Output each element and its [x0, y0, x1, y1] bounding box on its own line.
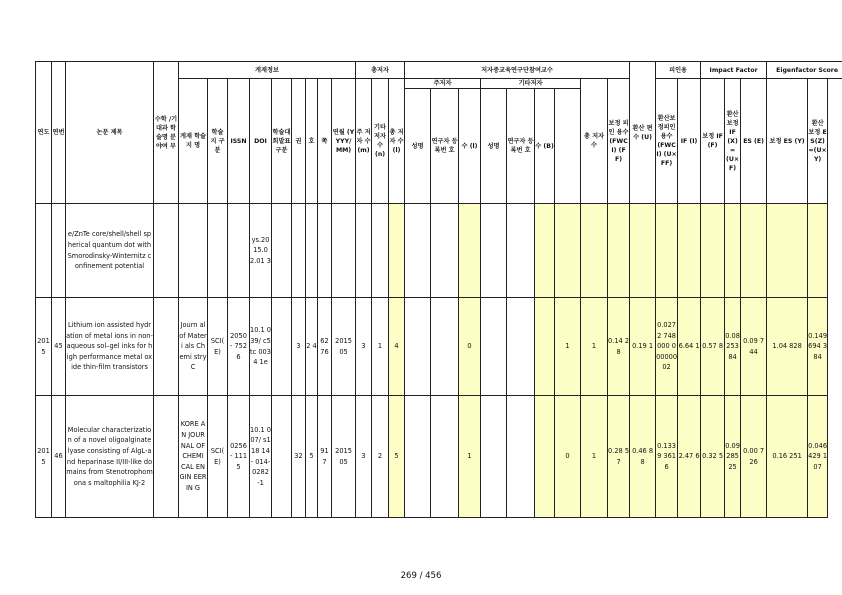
col-main-reg-header: 연구자 등록번 호	[431, 89, 459, 204]
cell-es-adj: 1.04 828	[767, 298, 808, 396]
group-citation-header: 피인용	[656, 62, 701, 79]
col-all-author-count-header: 총 저자 수	[581, 79, 608, 204]
col-if-header: IF (I)	[678, 79, 701, 204]
cell-total-author-count	[389, 204, 405, 298]
cell-title: e/ZnTe core/shell/shell spherical quantum dot with Smorodinsky-Winternitz confinement potential	[66, 204, 154, 298]
cell-page: 91 7	[318, 396, 332, 518]
cell-es-conv: 0.149694 384	[808, 298, 828, 396]
cell-if-conv: 0.09285 25	[725, 396, 741, 518]
col-volume-header: 권	[292, 79, 306, 204]
journal-publication-table	[35, 61, 842, 518]
cell-page: 62 76	[318, 298, 332, 396]
cell-fwci-conv: 0.0272 748000 000000 02	[656, 298, 678, 396]
cell-main-name	[405, 298, 431, 396]
cell-if-conv: 0.08253 84	[725, 298, 741, 396]
col-other-name-header: 성명	[481, 89, 507, 204]
cell-conversion	[608, 204, 630, 298]
cell-volume	[292, 204, 306, 298]
cell-if: 2.47 6	[678, 396, 701, 518]
cell-main-cnt: 0	[459, 298, 481, 396]
col-es-conv-header: 환산 보정 ES(Z) =(U×Y)	[808, 79, 828, 204]
cell-main-name	[405, 204, 431, 298]
col-main-cnt-header: 수 (l)	[459, 89, 481, 204]
cell-date: 2015 05	[332, 396, 356, 518]
cell-main-reg	[431, 204, 459, 298]
cell-if-conv	[725, 204, 741, 298]
col-page-header: 쪽	[318, 79, 332, 204]
cell-other-blank	[555, 204, 581, 298]
cell-fwci	[630, 204, 656, 298]
cell-all-author-count: 1	[581, 396, 608, 518]
cell-main-cnt	[459, 204, 481, 298]
cell-journal: KORE AN JOUR NAL OF CHEMI CAL ENGIN EERIN G	[179, 396, 208, 518]
group-publication-header: 게재정보	[179, 62, 356, 79]
col-other-cnt-header: 수 (B)	[535, 89, 555, 204]
col-category-header: 학술 지 구분	[208, 79, 228, 204]
cell-other-author-count: 2	[372, 396, 389, 518]
cell-conversion: 0.28 57	[608, 396, 630, 518]
cell-main-name	[405, 396, 431, 518]
cell-category: SCI( E)	[208, 298, 228, 396]
cell-main-author-count: 3	[356, 298, 372, 396]
cell-doi: ys.20 15.0 2.01 3	[250, 204, 272, 298]
cell-if: 6.64 1	[678, 298, 701, 396]
group-authors-header: 총저자	[356, 62, 405, 79]
cell-other-cnt	[535, 396, 555, 518]
cell-main-cnt: 1	[459, 396, 481, 518]
page-number: 269 / 456	[400, 571, 442, 581]
group-impact-factor-header: Impact Factor	[701, 62, 767, 79]
cell-if-adj	[701, 204, 725, 298]
cell-total-author-count: 5	[389, 396, 405, 518]
col-issn-header: ISSN	[228, 79, 250, 204]
cell-sci-category	[154, 396, 179, 518]
cell-if-adj: 0.32 5	[701, 396, 725, 518]
cell-seq	[52, 204, 66, 298]
col-fwci-header: 보정 피인 용수 (FWC I) (FF)	[608, 79, 630, 204]
cell-other-author-count	[372, 204, 389, 298]
cell-if	[678, 204, 701, 298]
cell-other-cnt	[535, 204, 555, 298]
cell-seq: 46	[52, 396, 66, 518]
col-journal-header: 게재 학술지 명	[179, 79, 208, 204]
table-row	[36, 298, 842, 396]
cell-date: 2015 05	[332, 298, 356, 396]
col-doi-header: DOI	[250, 79, 272, 204]
cell-seq: 45	[52, 298, 66, 396]
cell-es-conv: 0.046429 107	[808, 396, 828, 518]
group-eigenfactor-header: Eigenfactor Score	[767, 62, 842, 79]
cell-category: SCI( E)	[208, 396, 228, 518]
col-if-conv-header: 환산 보정 IF(X) = (U×F)	[725, 79, 741, 204]
cell-all-author-count: 1	[581, 298, 608, 396]
cell-es: 0.09 744	[741, 298, 767, 396]
cell-main-reg	[431, 396, 459, 518]
cell-main-author-count: 3	[356, 396, 372, 518]
cell-other-reg	[507, 396, 535, 518]
cell-kci	[272, 204, 292, 298]
cell-doi: 10.1 007/ s118 14- 014- 0282 -1	[250, 396, 272, 518]
cell-fwci: 0.46 88	[630, 396, 656, 518]
cell-journal: Journ al of Materi als Chemi stry C	[179, 298, 208, 396]
col-sci-category-header: 수학 /기대과 학술명 분야여 부	[154, 62, 179, 204]
cell-fwci: 0.19 1	[630, 298, 656, 396]
cell-category	[208, 204, 228, 298]
cell-es-adj: 0.16 251	[767, 396, 808, 518]
cell-all-author-count	[581, 204, 608, 298]
col-date-header: 연월 (YYYY/ MM)	[332, 79, 356, 204]
cell-issue	[306, 204, 318, 298]
cell-other-name	[481, 396, 507, 518]
cell-volume: 3	[292, 298, 306, 396]
cell-kci	[272, 298, 292, 396]
cell-other-author-count: 1	[372, 298, 389, 396]
table-row	[36, 396, 842, 518]
cell-sci-category	[154, 204, 179, 298]
cell-issn	[228, 204, 250, 298]
cell-title: Lithium ion assisted hydration of metal ions in non-aqueous sol–gel inks for high performance metal oxide thin-film transistors	[66, 298, 154, 396]
cell-main-author-count	[356, 204, 372, 298]
table-row	[36, 204, 842, 298]
col-main-author-count-header: 주 저자 수 (m)	[356, 79, 372, 204]
cell-issue: 5	[306, 396, 318, 518]
cell-year	[36, 204, 52, 298]
group-main-author-header: 주저자	[405, 79, 481, 89]
col-other-author-count-header: 기타 저자 수 (n)	[372, 79, 389, 204]
cell-title: Molecular characterization of a novel oligoalginate lyase consisting of AlgL-and heparinase II/III-like domains from Stenotrophomona s maltophilia KJ-2	[66, 396, 154, 518]
col-title-header: 논문 제목	[66, 62, 154, 204]
col-seq-header: 연번	[52, 62, 66, 204]
cell-year: 201 5	[36, 298, 52, 396]
cell-es	[741, 204, 767, 298]
cell-year: 201 5	[36, 396, 52, 518]
col-kci-header: 학술대 회발표 구분	[272, 79, 292, 204]
cell-other-reg	[507, 204, 535, 298]
cell-page	[318, 204, 332, 298]
cell-es-conv	[808, 204, 828, 298]
cell-sci-category	[154, 298, 179, 396]
cell-fwci-conv	[656, 204, 678, 298]
col-fwci-conv-header: 환산보 정피인 용수 (FWCI) (U×FF)	[656, 79, 678, 204]
col-other-reg-header: 연구자 등록번 호	[507, 89, 535, 204]
cell-fwci-conv: 0.1339 3616	[656, 396, 678, 518]
cell-total-author-count: 4	[389, 298, 405, 396]
cell-conversion: 0.14 28	[608, 298, 630, 396]
cell-volume: 32	[292, 396, 306, 518]
col-es-header: ES (E)	[741, 79, 767, 204]
cell-issn: 0256 - 1115	[228, 396, 250, 518]
col-total-author-count-header: 총 저자 수 (l)	[389, 79, 405, 204]
col-conversion-header: 환산 편수 (U)	[630, 62, 656, 204]
cell-other-blank: 0	[555, 396, 581, 518]
cell-other-name	[481, 204, 507, 298]
cell-other-reg	[507, 298, 535, 396]
cell-if-adj: 0.57 8	[701, 298, 725, 396]
cell-doi: 10.1 039/ c5tc 0034 1e	[250, 298, 272, 396]
group-other-author-header: 기타저자	[481, 79, 581, 89]
cell-other-blank: 1	[555, 298, 581, 396]
col-main-name-header: 성명	[405, 89, 431, 204]
col-other-blank-header	[555, 89, 581, 204]
col-issue-header: 호	[306, 79, 318, 204]
cell-issue: 2 4	[306, 298, 318, 396]
group-faculty-header: 저자중교육연구단참여교수	[405, 62, 630, 79]
cell-issn: 2050 - 7526	[228, 298, 250, 396]
cell-kci	[272, 396, 292, 518]
cell-journal	[179, 204, 208, 298]
col-if-adj-header: 보정 IF (F)	[701, 79, 725, 204]
cell-other-cnt	[535, 298, 555, 396]
cell-main-reg	[431, 298, 459, 396]
cell-date	[332, 204, 356, 298]
col-es-adj-header: 보정 ES (Y)	[767, 79, 808, 204]
cell-es: 0.00 726	[741, 396, 767, 518]
cell-other-name	[481, 298, 507, 396]
col-year-header: 연도	[36, 62, 52, 204]
cell-es-adj	[767, 204, 808, 298]
